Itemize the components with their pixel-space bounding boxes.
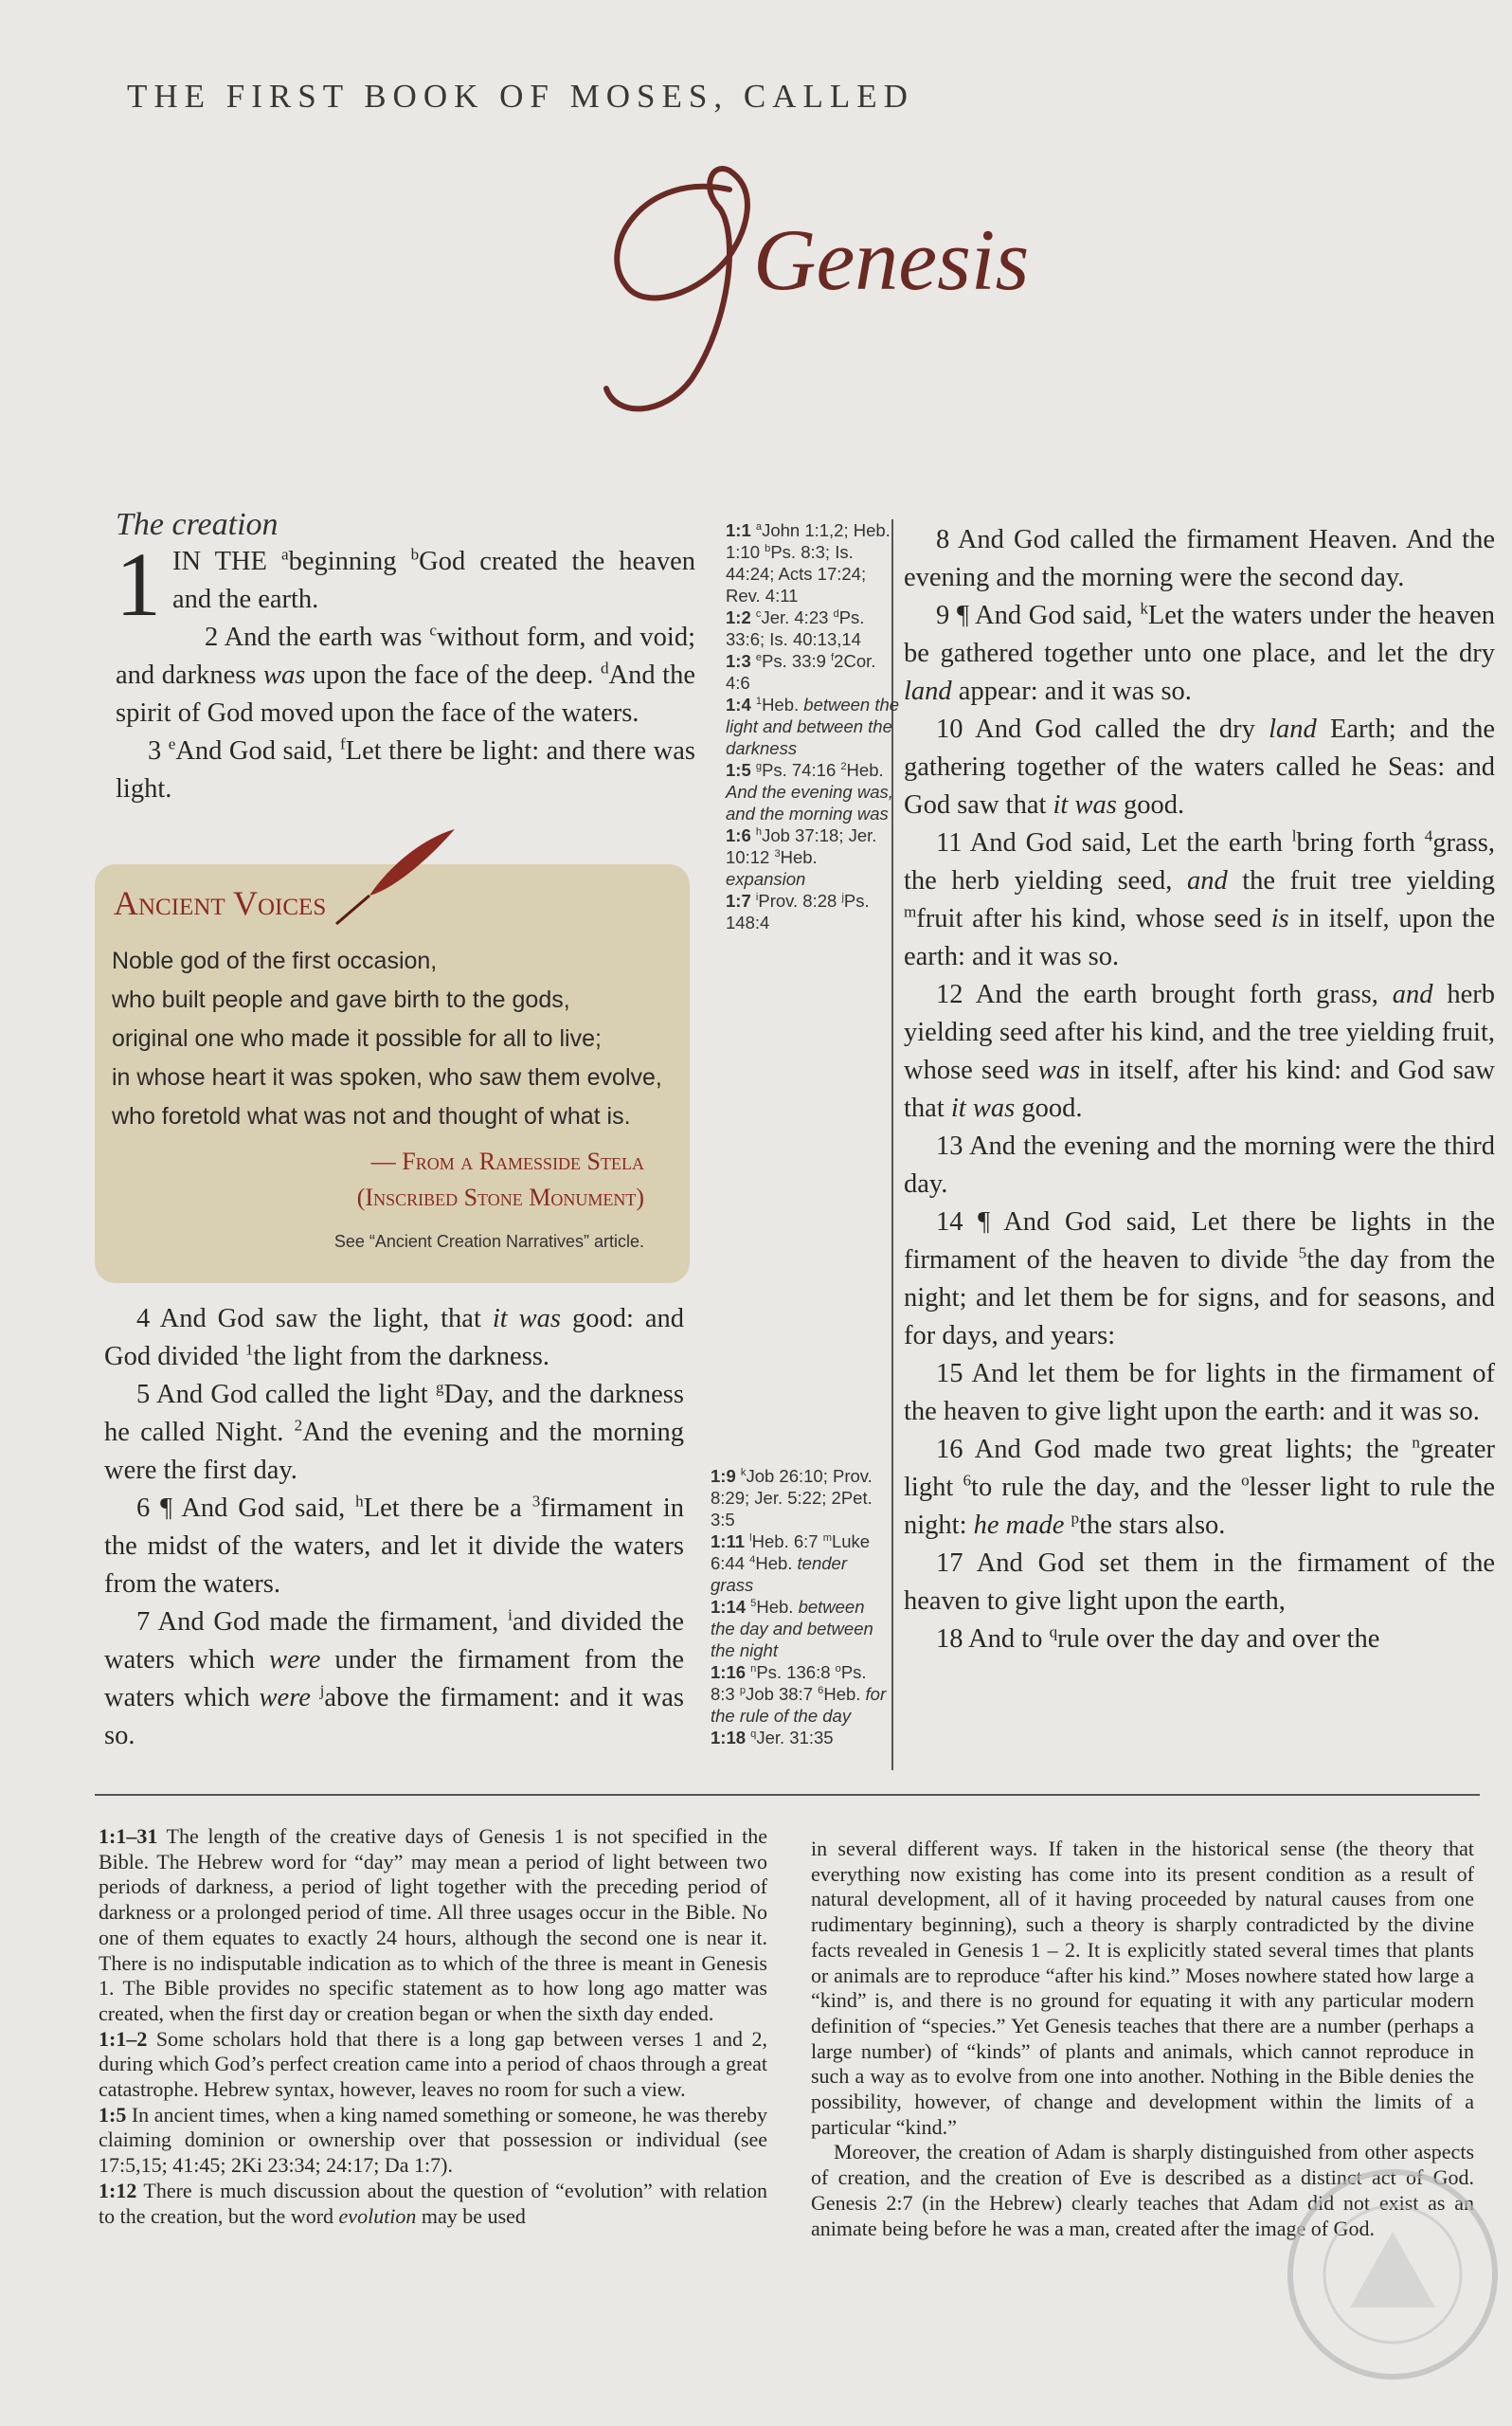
verse: [904, 1620, 1495, 1658]
verse: [116, 619, 695, 733]
footnote-marker: b: [765, 542, 771, 554]
cross-reference: [726, 824, 902, 890]
text-run: 9 ¶ And God said,: [936, 601, 1141, 630]
footnote-marker: o: [835, 1662, 841, 1675]
footnote-marker: 4: [749, 1553, 756, 1566]
verse: [104, 1376, 684, 1490]
text-run: 11 And God said, Let the earth: [936, 828, 1292, 858]
footnote-marker: q: [750, 1728, 757, 1740]
cross-reference: [726, 650, 902, 694]
text-run: and divided the waters which: [104, 1607, 684, 1675]
footnote-marker: h: [355, 1492, 364, 1511]
italic-text: and: [1392, 980, 1433, 1009]
footnote-marker: i: [755, 891, 759, 903]
verse-1: [116, 534, 695, 635]
italic-text: for the rule of the day: [711, 1684, 887, 1726]
see-also-note: See “Ancient Creation Narratives” article.: [333, 1232, 644, 1251]
text-run: Ps. 8:3; Is. 44:24; Acts 17:24; Rev. 4:11: [726, 542, 867, 606]
genesis-title-text: Genesis: [753, 211, 1030, 308]
text-run: good.: [1116, 790, 1185, 820]
cross-reference: [711, 1727, 889, 1748]
text-run: 14 ¶ And God said, Let there be lights in the firmament of the heaven to divide: [904, 1207, 1495, 1275]
text-run: Job 38:7: [746, 1684, 819, 1704]
footnote-marker: p: [739, 1684, 747, 1696]
ancient-voices-source: [189, 1144, 644, 1216]
verses-right: [904, 521, 1495, 1658]
italic-text: between the light and between the darkness: [726, 695, 900, 758]
footnote-marker: d: [600, 659, 609, 678]
verse: [904, 1431, 1495, 1545]
text-run: And the evening and the morning were the first day.: [104, 1418, 684, 1485]
text-run: in itself, upon the earth: and it was so.: [904, 904, 1495, 971]
italic-text: expansion: [726, 869, 806, 889]
footnote-marker: k: [1140, 599, 1148, 618]
italic-text: it was: [492, 1304, 561, 1333]
reference-label: 1:18: [711, 1728, 747, 1747]
italic-text: was: [1037, 1056, 1081, 1085]
text-run: appear: and it was so.: [951, 677, 1192, 706]
italic-text: were: [269, 1645, 321, 1675]
text-run: 8 And God called the firmament Heaven. And the evening and the morning were the second day.: [904, 525, 1495, 592]
text-run: 7 And God made the firmament,: [136, 1607, 509, 1637]
cross-reference: [711, 1596, 889, 1661]
study-notes-left: [99, 1824, 767, 2229]
italic-text: was: [262, 661, 306, 690]
italic-text: it was: [1053, 790, 1117, 820]
reference-label: 1:1–31: [99, 1824, 158, 1848]
footnote-marker: 1: [244, 1340, 254, 1359]
genesis-title-script: [587, 133, 1080, 436]
quote-line: who foretold what was not and thought of what is.: [112, 1103, 631, 1130]
text-run: 18 And to: [936, 1624, 1050, 1654]
reference-label: 1:12: [99, 2178, 137, 2202]
ancient-voices-quote: [112, 942, 680, 1136]
verses-left-bottom: [104, 1300, 684, 1755]
footnote-marker: e: [168, 734, 176, 753]
text-run: John 1:1,2; Heb. 1:10: [726, 520, 891, 562]
text-run: 2Cor. 4:6: [726, 651, 876, 693]
text-run: rule over the day and over the: [1057, 1624, 1380, 1654]
text-run: greater light: [904, 1435, 1495, 1502]
footnote-marker: 6: [818, 1684, 824, 1696]
italic-text: land: [904, 677, 952, 706]
italic-text: land: [1269, 715, 1317, 744]
text-run: without form, and void; and darkness: [116, 623, 695, 690]
text-run: Jer. 4:23: [761, 607, 834, 627]
text-run: Heb.: [755, 1553, 798, 1573]
text-run: Heb.: [780, 847, 818, 867]
quote-line: original one who made it possible for all to live;: [112, 1025, 602, 1052]
text-run: Ps. 33:6; Is. 40:13,14: [726, 607, 865, 649]
footnote-marker: n: [750, 1662, 757, 1675]
text-run: lesser light to rule the night:: [904, 1473, 1495, 1540]
italic-text: evolution: [338, 2203, 417, 2228]
text-run: In ancient times, when a king named something or someone, he was thereby claiming dominion or ownership over that possession or individual (see 17:5,15; 41:45; 2Ki 23:34; 24:17; Da 1:7).: [99, 2102, 767, 2178]
text-run: 17 And God set them in the firmament of the heaven to give light upon the earth,: [904, 1548, 1495, 1616]
text-run: Heb.: [762, 695, 804, 715]
text-run: good.: [1015, 1094, 1083, 1123]
text-run: And the spirit of God moved upon the face of the waters.: [116, 661, 695, 728]
italic-text: he made: [973, 1511, 1065, 1540]
footnote-marker: f: [831, 651, 835, 663]
quote-line: who built people and gave birth to the gods,: [112, 987, 570, 1013]
source-line: — From a Ramesside Stela: [370, 1148, 644, 1175]
verse: [904, 521, 1495, 597]
text-run: 10 And God called the dry: [936, 715, 1269, 744]
quote-line: in whose heart it was spoken, who saw them evolve,: [112, 1064, 662, 1091]
text-run: 15 And let them be for lights in the firmament of the heaven to give light upon the earth: and it was so.: [904, 1359, 1495, 1426]
footnote-marker: c: [429, 621, 437, 640]
footnote-marker: m: [822, 1531, 832, 1544]
reference-label: 1:11: [711, 1531, 746, 1551]
cross-references-bottom: [711, 1465, 889, 1748]
section-heading: The creation: [116, 507, 279, 542]
left-column-top: [116, 507, 695, 808]
study-note: [811, 1837, 1474, 2140]
cross-reference: [726, 606, 902, 650]
reference-label: 1:5: [726, 760, 751, 780]
text-run: above the firmament: and it was so.: [104, 1683, 684, 1750]
text-run: [311, 1683, 320, 1712]
reference-label: 1:6: [726, 825, 751, 845]
text-run: [1064, 1511, 1071, 1540]
text-run: Earth; and the gathering together of the waters called he Seas: and God saw that: [904, 715, 1495, 820]
footnote-marker: f: [339, 734, 346, 753]
italic-text: were: [259, 1683, 311, 1712]
text-run: firmament in the midst of the waters, and let it divide the waters from the waters.: [104, 1494, 684, 1599]
text-run: bring forth: [1296, 828, 1425, 858]
footnote-marker: j: [841, 891, 844, 903]
reference-label: 1:16: [711, 1662, 747, 1682]
footnote-marker: l: [749, 1531, 752, 1544]
verse: [904, 1204, 1495, 1355]
italic-text: it was: [950, 1094, 1016, 1123]
footnote-marker: k: [740, 1466, 747, 1478]
text-run: Day, and the darkness he called Night.: [104, 1380, 684, 1447]
footnote-marker: q: [1049, 1622, 1058, 1641]
text-run: 3: [148, 736, 169, 766]
reference-label: 1:2: [726, 607, 751, 627]
footnote-marker: e: [755, 651, 763, 663]
footnote-marker: o: [1241, 1471, 1250, 1490]
reference-label: 1:4: [726, 695, 751, 715]
footnote-marker: a: [280, 545, 289, 564]
text-run: Let there be a: [363, 1494, 532, 1523]
text-run: Heb.: [756, 1597, 799, 1617]
text-run: the fruit tree yielding: [1227, 866, 1495, 896]
footnote-marker: n: [1412, 1433, 1420, 1452]
text-run: under the firmament from the waters which: [104, 1645, 684, 1712]
source-line: (Inscribed Stone Monument): [356, 1184, 644, 1211]
reference-label: 1:3: [726, 651, 751, 671]
cross-reference: [726, 519, 902, 606]
text-run: IN THE: [172, 547, 281, 576]
text-run: God created the heaven and the earth.: [172, 547, 695, 614]
footnote-marker: 2: [294, 1416, 303, 1435]
footnote-marker: g: [435, 1378, 444, 1397]
text-run: fruit after his kind, whose seed: [916, 904, 1271, 933]
footnote-marker: a: [755, 520, 763, 533]
cross-reference: [711, 1465, 889, 1530]
reference-label: 1:7: [726, 891, 751, 911]
text-run: Let there be light: and there was light.: [116, 736, 695, 804]
footnote-marker: 1: [755, 695, 763, 707]
text-run: Luke 6:44: [711, 1531, 871, 1573]
text-run: Job 26:10; Prov. 8:29; Jer. 5:22; 2Pet. 3:5: [711, 1466, 873, 1530]
cross-reference: [726, 694, 902, 759]
text-run: Heb. 6:7: [751, 1531, 823, 1551]
text-run: Ps. 136:8: [756, 1662, 836, 1682]
reference-label: 1:14: [711, 1597, 747, 1617]
footnote-marker: 4: [1424, 826, 1433, 845]
text-run: Jer. 31:35: [756, 1728, 834, 1747]
text-run: 12 And the earth brought forth grass,: [936, 980, 1393, 1009]
text-run: upon the face of the deep.: [305, 661, 601, 690]
text-run: the light from the darkness.: [253, 1342, 550, 1371]
cross-reference: [726, 759, 902, 824]
text-run: good: and God divided: [104, 1304, 684, 1371]
reference-label: 1:5: [99, 2102, 127, 2127]
verse: [904, 597, 1495, 711]
study-note: [99, 2103, 767, 2179]
verse: [904, 1355, 1495, 1431]
study-note: [99, 2027, 767, 2103]
text-run: Ps. 8:3: [711, 1662, 867, 1704]
text-run: the day from the night; and let them be for signs, and for seasons, and for days, and years:: [904, 1245, 1496, 1350]
footnote-marker: 2: [840, 760, 847, 772]
verse: [116, 733, 695, 808]
italic-text: and: [1186, 866, 1228, 896]
text-run: There is much discussion about the question of “evolution” with relation to the creation, but the word: [99, 2178, 767, 2228]
text-run: 2 And the earth was: [205, 623, 430, 652]
text-run: Heb.: [846, 760, 884, 780]
verse: [104, 1300, 684, 1376]
text-run: in itself, after his kind: and God saw that: [904, 1056, 1495, 1123]
verse-text: [172, 547, 695, 614]
text-run: Let the waters under the heaven be gathered together unto one place, and let the dry: [904, 601, 1495, 668]
italic-text: is: [1270, 904, 1289, 933]
footnote-marker: m: [904, 902, 917, 921]
watermark-stamp-icon: [1284, 2165, 1502, 2383]
text-run: Ps. 148:4: [726, 891, 870, 932]
footnote-marker: g: [755, 760, 763, 772]
quill-icon: [332, 824, 464, 929]
reference-label: 1:9: [711, 1466, 736, 1486]
footnote-marker: d: [833, 607, 839, 620]
footnote-marker: h: [755, 825, 763, 838]
verse: [104, 1603, 684, 1755]
cross-reference: [711, 1661, 889, 1727]
verse: [904, 711, 1495, 824]
verse: [904, 1128, 1495, 1204]
footnote-marker: 5: [1298, 1243, 1307, 1262]
chapter-number: 1: [116, 534, 161, 635]
text-run: beginning: [288, 547, 411, 576]
footnote-marker: i: [508, 1605, 513, 1624]
text-run: grass, the herb yielding seed,: [904, 828, 1495, 896]
verse: [904, 1545, 1495, 1620]
quote-line: Noble god of the first occasion,: [112, 948, 438, 974]
study-note: [99, 1824, 767, 2027]
text-run: herb yielding seed after his kind, and the tree yielding fruit, whose seed: [904, 980, 1496, 1085]
italic-text: tender grass: [711, 1553, 848, 1595]
italic-text: between the day and between the night: [711, 1597, 873, 1660]
text-run: And God said,: [175, 736, 340, 766]
footnote-marker: j: [319, 1681, 325, 1700]
verse: [904, 824, 1495, 976]
text-run: 6 ¶ And God said,: [136, 1494, 356, 1523]
text-run: the stars also.: [1079, 1511, 1226, 1540]
cross-reference: [726, 890, 902, 933]
text-run: 4 And God saw the light, that: [136, 1304, 493, 1333]
text-run: Prov. 8:28: [758, 891, 842, 911]
footnote-marker: p: [1071, 1509, 1080, 1528]
study-note: [99, 2179, 767, 2229]
text-run: Heb.: [823, 1684, 866, 1704]
text-run: 5 And God called the light: [136, 1380, 436, 1409]
footnote-divider: [95, 1794, 1480, 1796]
text-run: to rule the day, and the: [971, 1473, 1242, 1502]
text-run: Job 37:18; Jer. 10:12: [726, 825, 877, 867]
text-run: may be used: [416, 2203, 526, 2228]
cross-reference: [711, 1530, 889, 1596]
footnote-marker: 5: [750, 1597, 757, 1609]
italic-text: And the evening was, and the morning was: [726, 782, 893, 824]
text-run: Ps. 33:9: [762, 651, 832, 671]
text-run: in several different ways. If taken in the historical sense (the theory that everything now existing has come into its present condition as a result of natural development, all of it having proceeded by natural causes from one rudimentary beginning), such a theory is sharply contradicted by the divine facts revealed in Genesis 1 – 2. It is explicitly stated several times that plants or animals are to reproduce “after his kind.” Moses nowhere stated how large a “kind” is, and there is no ground for equating it with any particular modern definition of “species.” Yet Genesis teaches that there are a number (perhaps a large number) of “kinds” of plants and animals, which cannot reproduce in such a way as to evolve from one into another. Nothing in the Bible denies the possibility, however, of change and development within the limits of a particular “kind.”: [811, 1837, 1474, 2139]
text-run: 13 And the evening and the morning were the third day.: [904, 1132, 1495, 1199]
text-run: The length of the creative days of Genesis 1 is not specified in the Bible. The Hebrew word for “day” may mean a period of light between two periods of darkness, a period of light together with the preceding period of darkness or a prolonged period of time. All three usages occur in the Bible. No one of them equates to exactly 24 hours, although the second one is near it. There is no indisputable indication as to which of the three is meant in Genesis 1. The Bible provides no specific statement as to how long ago matter was created, when the first day or creation began or when the sixth day ended.: [99, 1824, 767, 2025]
cross-references-top: [726, 519, 902, 933]
reference-label: 1:1: [726, 520, 751, 540]
verse: [904, 976, 1495, 1128]
text-run: Ps. 74:16: [762, 760, 841, 780]
ancient-voices-title: Ancient Voices: [114, 884, 327, 922]
reference-label: 1:1–2: [99, 2026, 148, 2051]
footnote-marker: b: [410, 545, 420, 564]
footnote-marker: 6: [963, 1471, 972, 1490]
text-run: Moreover, the creation of Adam is sharply distinguished from other aspects of creation, and the creation of Eve is described as a distinct act of God. Genesis 2:7 (in the Hebrew) clearly teaches that Adam did not exist as an animate being before he was a man, created after the image of God.: [811, 2140, 1474, 2240]
text-run: 16 And God made two great lights; the: [936, 1435, 1413, 1464]
book-pretitle: THE FIRST BOOK OF MOSES, CALLED: [127, 78, 914, 115]
footnote-marker: 3: [531, 1492, 541, 1511]
verse: [104, 1490, 684, 1603]
footnote-marker: 3: [774, 847, 781, 860]
footnote-marker: l: [1291, 826, 1297, 845]
text-run: Some scholars hold that there is a long gap between verses 1 and 2, during which God’s perfect creation came into a period of chaos through a great catastrophe. Hebrew syntax, however, leaves no room for such a view.: [99, 2026, 767, 2102]
verses-left-top: [116, 619, 695, 808]
footnote-marker: c: [755, 607, 762, 620]
